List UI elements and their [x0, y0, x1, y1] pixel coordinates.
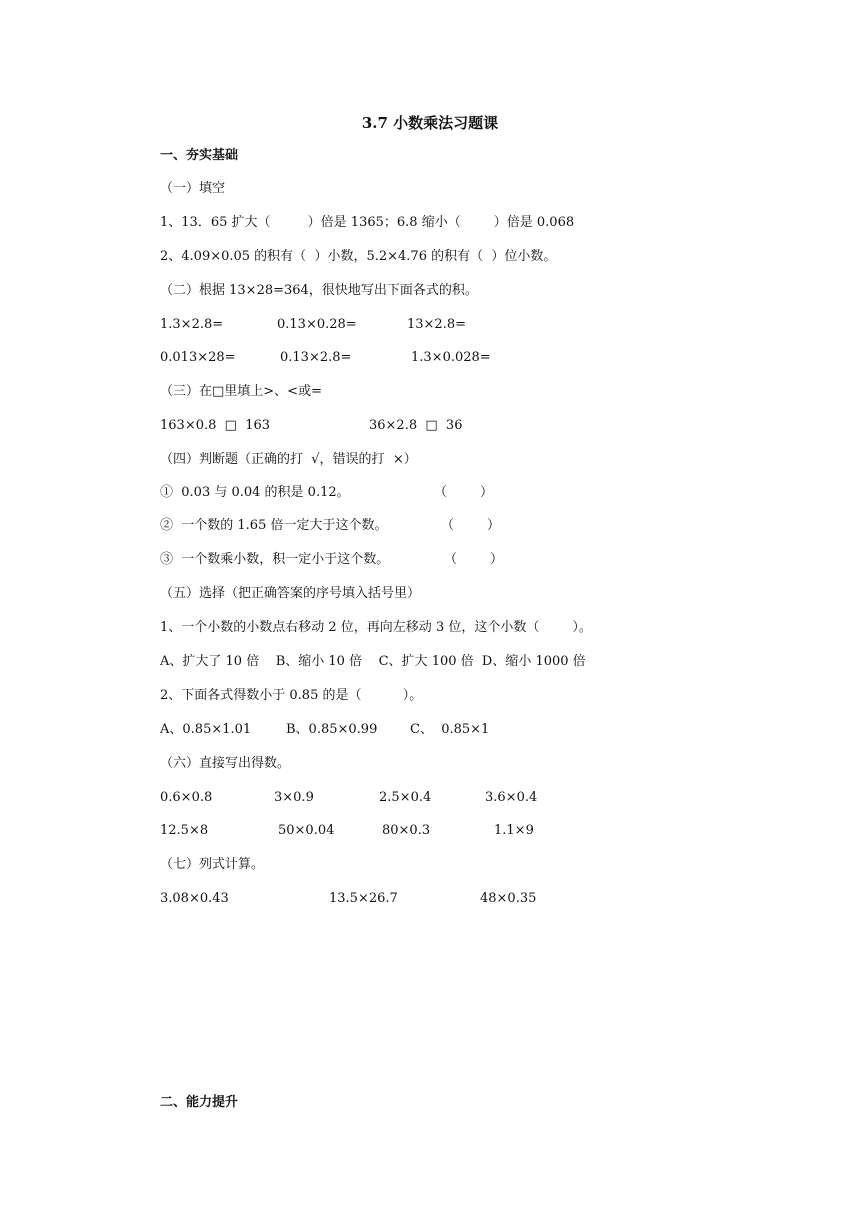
part4-item-2: ② 一个数的 1.65 倍一定大于这个数。	[160, 518, 388, 533]
page-title: 3.7 小数乘法习题课	[361, 114, 499, 132]
part5-q2-option-a: A、0.85×1.01	[160, 722, 252, 737]
part5-question-1: 1、一个小数的小数点右移动 2 位，再向左移动 3 位，这个小数（ ）。	[160, 620, 592, 635]
section2-heading: 二、能力提升	[160, 1095, 239, 1110]
part7-heading: （七）列式计算。	[160, 857, 265, 872]
part4-heading: （四）判断题（正确的打 √，错误的打 ×）	[160, 452, 417, 467]
part7-item-3: 48×0.35	[480, 891, 537, 906]
part6-r1-c1: 0.6×0.8	[160, 790, 213, 805]
part5-heading: （五）选择（把正确答案的序号填入括号里）	[160, 586, 421, 601]
part4-item-1: ① 0.03 与 0.04 的积是 0.12。	[160, 485, 350, 500]
part7-item-2: 13.5×26.7	[329, 891, 398, 906]
part6-r2-c2: 50×0.04	[278, 823, 335, 838]
part6-r1-c3: 2.5×0.4	[379, 790, 432, 805]
part5-question-2: 2、下面各式得数小于 0.85 的是（ ）。	[160, 688, 423, 703]
part4-item-3: ③ 一个数乘小数，积一定小于这个数。	[160, 552, 390, 567]
part5-q2-option-c: C、 0.85×1	[410, 722, 490, 737]
part5-question-1-options: A、扩大了 10 倍 B、缩小 10 倍 C、扩大 100 倍 D、缩小 1000 倍	[160, 654, 586, 669]
part6-r2-c1: 12.5×8	[160, 823, 209, 838]
part2-r1-c3: 13×2.8=	[407, 317, 467, 332]
part4-item-2-blank: （ ）	[441, 518, 501, 533]
part4-item-3-blank: （ ）	[444, 552, 504, 567]
part2-r1-c1: 1.3×2.8=	[160, 317, 224, 332]
part1-question-2: 2、4.09×0.05 的积有（ ）小数，5.2×4.76 的积有（ ）位小数。	[160, 249, 557, 264]
part1-question-1: 1、13．65 扩大（ ）倍是 1365；6.8 缩小（ ）倍是 0.068	[160, 215, 575, 230]
part1-heading: （一）填空	[160, 181, 226, 196]
part3-item-2: 36×2.8 □ 36	[369, 418, 463, 433]
part6-heading: （六）直接写出得数。	[160, 756, 291, 771]
part3-item-1: 163×0.8 □ 163	[160, 418, 271, 433]
part7-item-1: 3.08×0.43	[160, 891, 229, 906]
part2-r1-c2: 0.13×0.28=	[277, 317, 357, 332]
part6-r2-c3: 80×0.3	[382, 823, 431, 838]
part5-q2-option-b: B、0.85×0.99	[286, 722, 378, 737]
part2-r2-c3: 1.3×0.028=	[411, 350, 491, 365]
part2-r2-c2: 0.13×2.8=	[280, 350, 352, 365]
section1-heading: 一、夯实基础	[160, 148, 239, 163]
part4-item-1-blank: （ ）	[434, 485, 494, 500]
part2-heading: （二）根据 13×28=364，很快地写出下面各式的积。	[160, 283, 478, 298]
part6-r1-c4: 3.6×0.4	[485, 790, 538, 805]
part6-r1-c2: 3×0.9	[274, 790, 314, 805]
part6-r2-c4: 1.1×9	[494, 823, 534, 838]
part3-heading: （三）在□里填上>、<或=	[160, 384, 322, 399]
part2-r2-c1: 0.013×28=	[160, 350, 236, 365]
